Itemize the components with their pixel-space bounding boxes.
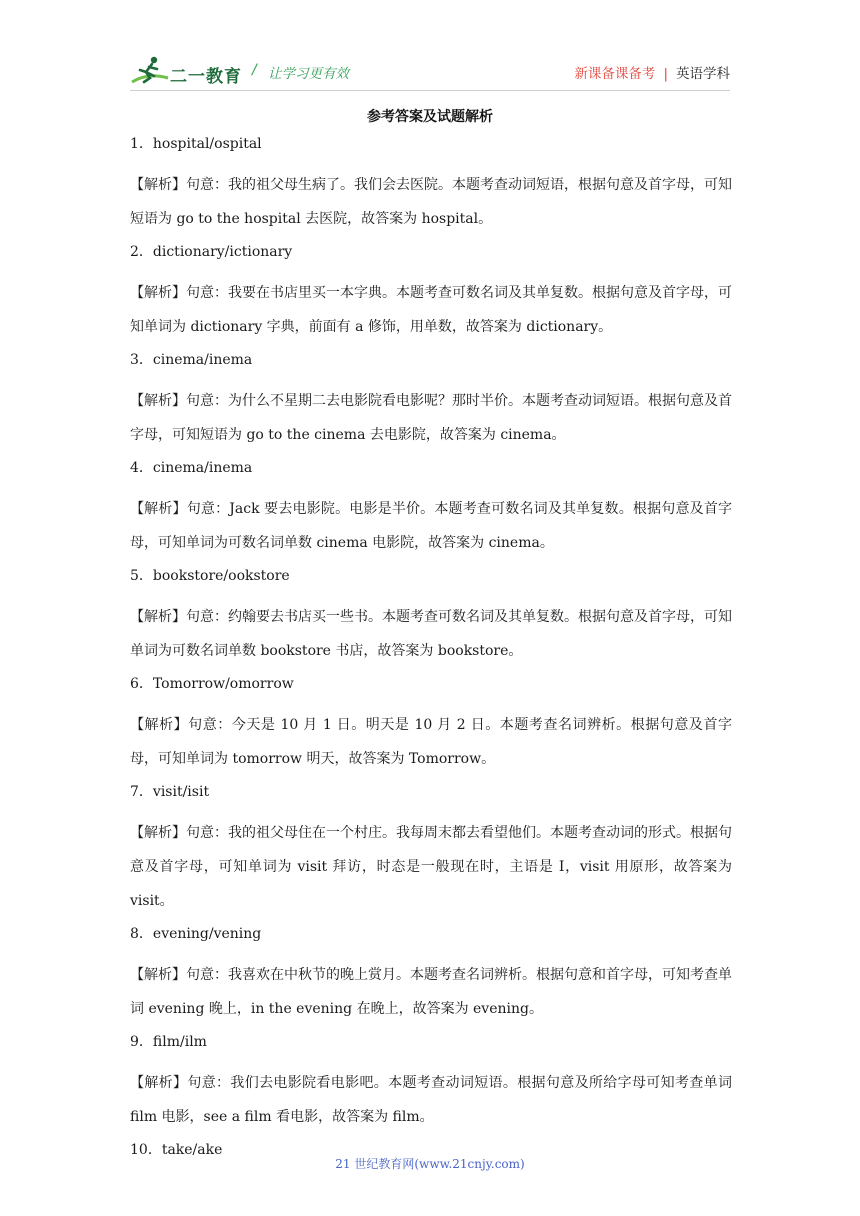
answer-explanation: 【解析】句意：Jack 要去电影院。电影是半价。本题考查可数名词及其单复数。根据句意及首字母，可知单词为可数名词单数 cinema 电影院，故答案为 cinema。 <box>130 501 732 551</box>
answer-explanation: 【解析】句意：我们去电影院看电影吧。本题考查动词短语。根据句意及所给字母可知考查单词 film 电影，see a film 看电影，故答案为 film。 <box>130 1075 732 1125</box>
answer-head: 3．cinema/inema <box>130 352 253 368</box>
answer-head: 8．evening/vening <box>130 926 262 942</box>
answer-explanation: 【解析】句意：约翰要去书店买一些书。本题考查可数名词及其单复数。根据句意及首字母，可知单词为可数名词单数 bookstore 书店，故答案为 bookstore。 <box>130 609 732 659</box>
header-divider: / <box>252 62 257 78</box>
page-title: 参考答案及试题解析 <box>367 109 493 125</box>
header-rule <box>130 90 730 91</box>
answer-explanation: 【解析】句意：我的祖父母住在一个村庄。我每周末都去看望他们。本题考查动词的形式。根据句意及首字母，可知单词为 visit 拜访，时态是一般现在时，主语是 I，visit 用原形，故答案为 visit。 <box>130 825 732 909</box>
answer-head: 7．visit/isit <box>130 784 210 800</box>
answer-explanation: 【解析】句意：我的祖父母生病了。我们会去医院。本题考查动词短语，根据句意及首字母，可知短语为 go to the hospital 去医院，故答案为 hospital。 <box>130 177 732 227</box>
page-footer[interactable]: 21 世纪教育网(www.21cnjy.com) <box>335 1157 525 1171</box>
logo <box>130 56 250 86</box>
answer-item <box>130 1032 732 1134</box>
answer-item <box>130 674 732 776</box>
answer-item <box>130 458 732 560</box>
answer-head: 2．dictionary/ictionary <box>130 244 293 260</box>
subject-tag: 英语学科 <box>676 66 730 82</box>
runner-logo-icon <box>130 56 170 86</box>
answer-item <box>130 782 732 918</box>
answer-item <box>130 350 732 452</box>
answer-item <box>130 242 732 344</box>
answer-item <box>130 134 732 236</box>
logo-text: 二一教育 <box>170 67 242 87</box>
page-header <box>130 56 730 90</box>
answer-explanation: 【解析】句意：我喜欢在中秋节的晚上赏月。本题考查名词辨析。根据句意和首字母，可知考查单词 evening 晚上，in the evening 在晚上，故答案为 evening。 <box>130 967 732 1017</box>
answer-item <box>130 566 732 668</box>
answer-explanation: 【解析】句意：我要在书店里买一本字典。本题考查可数名词及其单复数。根据句意及首字母，可知单词为 dictionary 字典，前面有 a 修饰，用单数，故答案为 dictionary。 <box>130 285 732 335</box>
answer-head: 1．hospital/ospital <box>130 136 262 152</box>
answer-list <box>130 134 732 1174</box>
header-right <box>574 62 730 82</box>
answer-explanation: 【解析】句意：为什么不星期二去电影院看电影呢？那时半价。本题考查动词短语。根据句意及首字母，可知短语为 go to the cinema 去电影院，故答案为 cinema。 <box>130 393 732 443</box>
answer-item <box>130 924 732 1026</box>
answer-head: 4．cinema/inema <box>130 460 253 476</box>
answer-head: 5．bookstore/ookstore <box>130 568 290 584</box>
header-separator: | <box>663 66 668 82</box>
slogan: 让学习更有效 <box>268 66 349 82</box>
answer-head: 9．film/ilm <box>130 1034 207 1050</box>
answer-explanation: 【解析】句意：今天是 10 月 1 日。明天是 10 月 2 日。本题考查名词辨析。根据句意及首字母，可知单词为 tomorrow 明天，故答案为 Tomorrow。 <box>130 717 732 767</box>
answer-head: 10．take/ake <box>130 1142 223 1158</box>
answer-head: 6．Tomorrow/omorrow <box>130 676 294 692</box>
course-tag: 新课备课备考 <box>574 66 656 82</box>
